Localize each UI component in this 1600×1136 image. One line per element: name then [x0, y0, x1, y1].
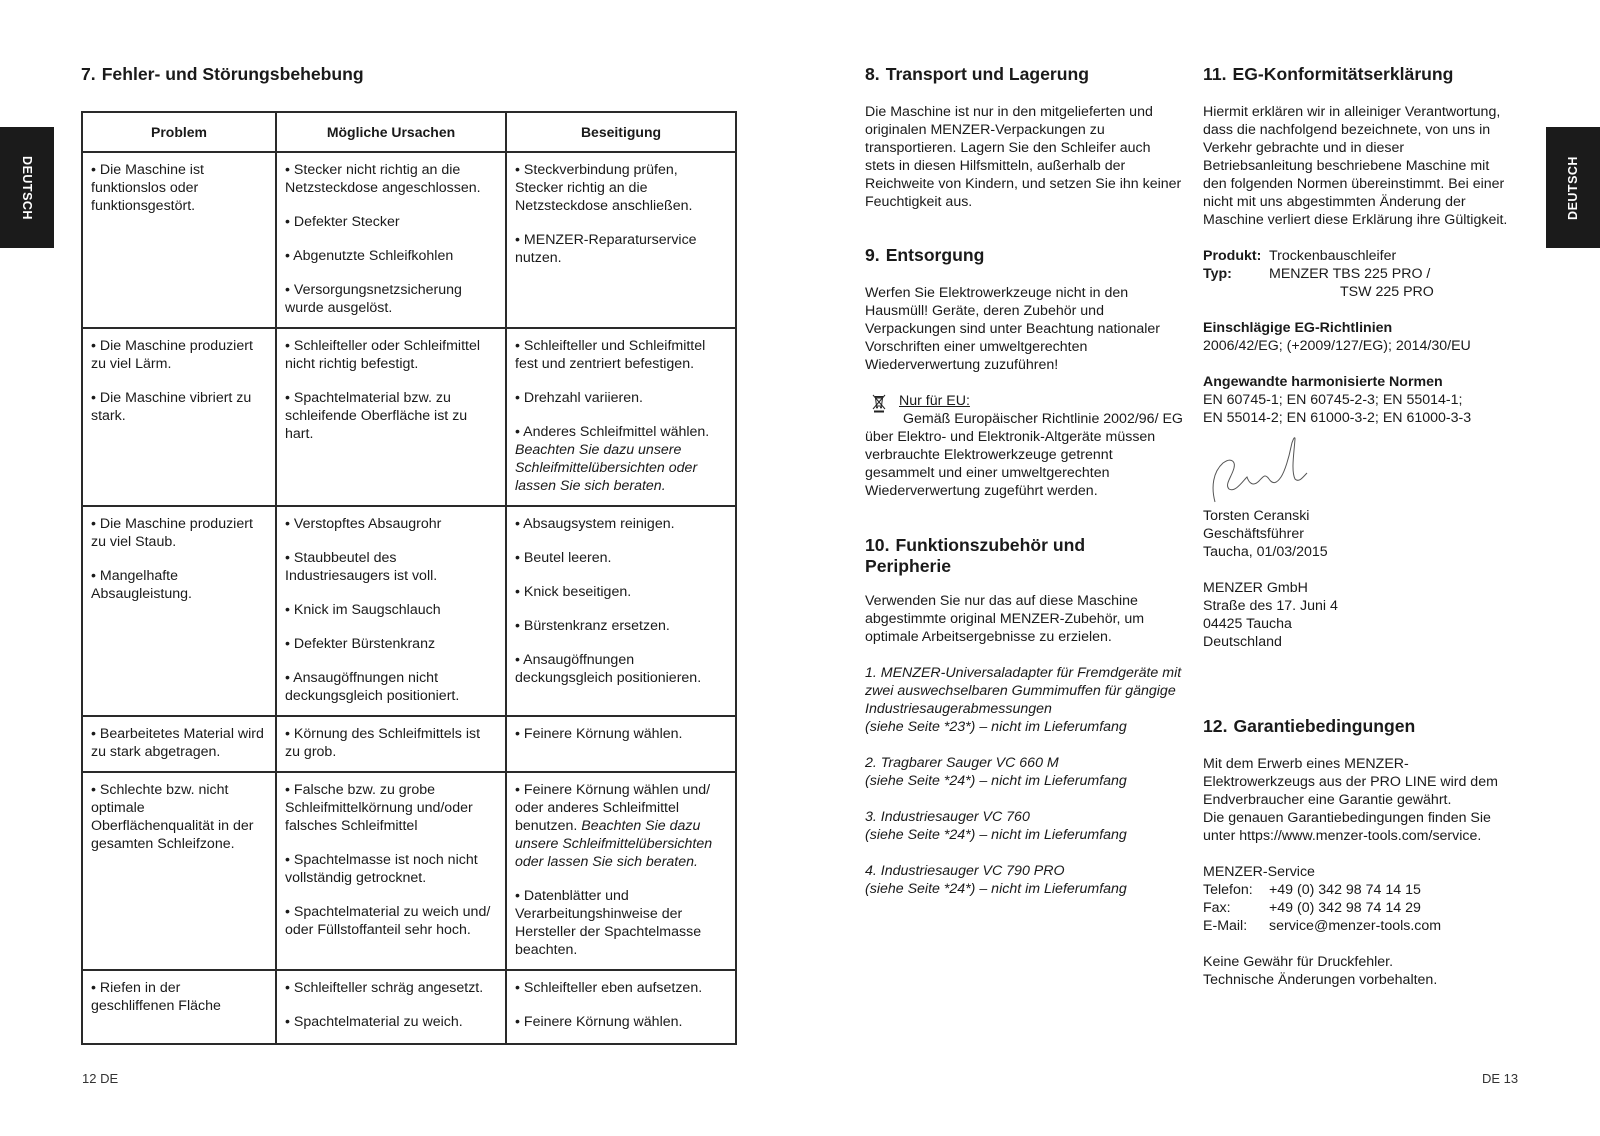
list-item: (siehe Seite *24*) – nicht im Lieferumfang [865, 881, 1127, 897]
table-row [82, 328, 736, 506]
column-header-problem: Problem [82, 112, 276, 152]
table-header-row [82, 112, 736, 152]
causes-cell: • Verstopftes Absaugrohr • Staubbeutel des Industriesaugers ist voll. • Knick im Saugschlauch • Defekter Bürstenkranz • Ansaugöffnungen nicht deckungsgleich positioniert. [276, 506, 506, 716]
crossed-bin-icon [871, 393, 887, 413]
section-8-body: Die Maschine ist nur in den mitgelieferten und originalen MENZER-Verpackungen zu transportieren. Lagern Sie den Schleifer auch stets in diesen Hilfsmitteln, außerhalb der Reichweite von Kindern, und setzen Sie ihn keiner Feuchtigkeit aus. [865, 104, 1182, 210]
section-10-body: Verwenden Sie nur das auf diese Maschine abgestimmte original MENZER-Zubehör, um optimale Arbeitsergebnisse zu erzielen. 1. MENZER-Universaladapter für Fremdgeräte mit zwei auswechselbaren Gummimuffen für gängige Industriesaugerabmessungen (siehe Seite *23*) – nicht im Lieferumfang 2. Tragbarer Sauger VC 660 M (siehe Seite *24*) – nicht im Lieferumfang 3. Industriesauger VC 760 (siehe Seite *24*) – nicht im Lieferumfang 4. Industriesauger VC 790 PRO (siehe Seite *24*) – nicht im Lieferumfang [865, 593, 1182, 897]
section-10-heading: 10. Funktionszubehör und Peripherie [865, 535, 1086, 576]
problem-cell: • Riefen in der geschliffenen Fläche [82, 970, 276, 1044]
list-item: (siehe Seite *23*) – nicht im Lieferumfang [865, 719, 1127, 735]
list-item: 2. Tragbarer Sauger VC 660 M [865, 755, 1059, 771]
problem-cell: • Schlechte bzw. nicht optimale Oberflächenqualität in der gesamten Schleifzone. [82, 772, 276, 970]
list-item: 1. MENZER-Universaladapter für Fremdgeräte mit zwei auswechselbaren Gummimuffen für gängige Industriesaugerabmessungen [865, 665, 1182, 717]
page-number-left: 12 DE [82, 1071, 119, 1086]
fixes-mixed-entry: • Feinere Körnung wählen und/ oder anderes Schleifmittel benutzen. Beachten Sie dazu unsere Schleifmittelübersichten oder lassen Sie sich beraten. [515, 782, 713, 870]
section-12-body: Mit dem Erwerb eines MENZER-Elektrowerkzeugs aus der PRO LINE wird dem Endverbraucher eine Garantie gewährt. Die genauen Garantiebedingungen finden Sie unter https://www.menzer-tools.com/service. MENZER-Service Telefon: +49 (0) 342 98 74 14 15 Fax: +49 (0) 342 98 74 14 29 E-Mail: service@menzer-tools.com Keine Gewähr für Druckfehler. Technische Änderungen vorbehalten. [1203, 755, 1513, 989]
section-12-heading: 12. Garantiebedingungen [1203, 716, 1416, 736]
problem-cell: • Die Maschine ist funktionslos oder funktionsgestört. [82, 152, 276, 328]
table-row [82, 152, 736, 328]
column-header-causes: Mögliche Ursachen [276, 112, 506, 152]
list-item: 3. Industriesauger VC 760 [865, 809, 1030, 825]
language-tab-label: DEUTSCH [20, 155, 34, 220]
eu-disposal-note: Nur für EU: Gemäß Europäischer Richtlinie 2002/96/ EG über Elektro- und Elektronik-Altgeräte müssen verbrauchte Elektrowerkzeuge getrennt gesammelt und einer umweltgerechten Wiederverwertung zugeführt werden. [865, 393, 1183, 499]
troubleshooting-table [81, 111, 737, 1045]
causes-cell: • Schleifteller oder Schleifmittel nicht richtig befestigt. • Spachtelmaterial bzw. zu schleifende Oberfläche ist zu hart. [276, 328, 506, 506]
language-tab-label: DEUTSCH [1566, 155, 1580, 220]
table-row [82, 772, 736, 970]
fixes-cell: • Feinere Körnung wählen. [506, 716, 736, 772]
language-tab-left [0, 127, 54, 248]
language-tab-right [1546, 127, 1600, 248]
section-8-heading: 8. Transport und Lagerung [865, 64, 1089, 84]
list-item: (siehe Seite *24*) – nicht im Lieferumfang [865, 827, 1127, 843]
section-11-heading: 11. EG-Konformitätserklärung [1203, 64, 1454, 84]
accessory-list [865, 664, 1183, 898]
table-row [82, 970, 736, 1044]
fixes-cell: • Feinere Körnung wählen und/ oder anderes Schleifmittel benutzen. Beachten Sie dazu unsere Schleifmittelübersichten oder lassen Sie sich beraten. • Datenblätter und Verarbeitungshinweise der Hersteller der Spachtelmasse beachten. [506, 772, 736, 970]
signature [1203, 427, 1313, 507]
page-number-right: DE 13 [1482, 1071, 1519, 1086]
causes-cell: • Stecker nicht richtig an die Netzsteckdose angeschlossen. • Defekter Stecker • Abgenutzte Schleifkohlen • Versorgungsnetzsicherung wurde ausgelöst. [276, 152, 506, 328]
table-row [82, 506, 736, 716]
section-9-heading: 9. Entsorgung [865, 245, 985, 265]
section-9-body: Werfen Sie Elektrowerkzeuge nicht in den Hausmüll! Geräte, deren Zubehör und Verpackungen sind unter Beachtung nationaler Vorschriften einer umweltgerechten Wiederverwertung zuzuführen! Nur für EU: Gemäß Europäischer Richtlinie 2002/96/ EG über Elektro- und Elektronik-Altgeräte müssen verbrauchte Elektrowerkzeuge getrennt gesammelt und einer umweltgerechten Wiederverwertung zugeführt werden. [865, 285, 1183, 499]
contact-row: Fax: +49 (0) 342 98 74 14 29 [1203, 900, 1421, 916]
causes-cell: • Schleifteller schräg angesetzt. • Spachtelmaterial zu weich. [276, 970, 506, 1044]
product-row: Produkt: Trockenbauschleifer [1203, 248, 1397, 264]
section-11-body: Hiermit erklären wir in alleiniger Verantwortung, dass die nachfolgend bezeichnete, von uns in Verkehr gebrachte und in dieser Betriebsanleitung beschriebene Maschine mit den folgenden Normen übereinstimmt. Bei einer nicht mit uns abgestimmten Änderung der Maschine verliert diese Erklärung ihre Gültigkeit. Produkt: Trockenbauschleifer Typ: MENZER TBS 225 PRO / TSW 225 PRO Einschlägige EG-Richtlinien 2006/42/EG; (+2009/127/EG); 2014/30/EU Angewandte harmonisierte Normen EN 60745-1; EN 60745-2-3; EN 55014-1; EN 55014-2; EN 61000-3-2; EN 61000-3-3 Torsten Ceranski Geschäftsführer Taucha, 01/03/2015 MENZER GmbH Straße des 17. Juni 4 04425 Taucha Deutschland [1203, 103, 1513, 651]
list-item: (siehe Seite *24*) – nicht im Lieferumfang [865, 773, 1127, 789]
problem-cell: • Die Maschine produziert zu viel Lärm. • Die Maschine vibriert zu stark. [82, 328, 276, 506]
type-row: Typ: MENZER TBS 225 PRO / [1203, 266, 1431, 282]
fixes-cell: • Schleifteller und Schleifmittel fest und zentriert befestigen. • Drehzahl variieren. • Anderes Schleifmittel wählen. Beachten Sie dazu unsere Schleifmittelübersichten oder lassen Sie sich beraten. [506, 328, 736, 506]
column-header-fixes: Beseitigung [506, 112, 736, 152]
causes-cell: • Körnung des Schleifmittels ist zu grob. [276, 716, 506, 772]
problem-cell: • Bearbeitetes Material wird zu stark abgetragen. [82, 716, 276, 772]
fixes-cell: • Absaugsystem reinigen. • Beutel leeren. • Knick beseitigen. • Bürstenkranz ersetzen. • Ansaugöffnungen deckungsgleich positionieren. [506, 506, 736, 716]
section-7-heading: 7. Fehler- und Störungsbehebung [81, 64, 364, 84]
table-row [82, 716, 736, 772]
causes-cell: • Falsche bzw. zu grobe Schleifmittelkörnung und/oder falsches Schleifmittel • Spachtelmasse ist noch nicht vollständig getrocknet. • Spachtelmaterial zu weich und/ oder Füllstoffanteil sehr hoch. [276, 772, 506, 970]
fixes-cell: • Steckverbindung prüfen, Stecker richtig an die Netzsteckdose anschließen. • MENZER-Reparaturservice nutzen. [506, 152, 736, 328]
contact-row: E-Mail: service@menzer-tools.com [1203, 918, 1442, 934]
list-item: 4. Industriesauger VC 790 PRO [865, 863, 1065, 879]
problem-cell: • Die Maschine produziert zu viel Staub. • Mangelhafte Absaugleistung. [82, 506, 276, 716]
contact-row: Telefon: +49 (0) 342 98 74 14 15 [1203, 882, 1421, 898]
fixes-cell: • Schleifteller eben aufsetzen. • Feinere Körnung wählen. [506, 970, 736, 1044]
eu-label: Nur für EU: [899, 393, 970, 409]
